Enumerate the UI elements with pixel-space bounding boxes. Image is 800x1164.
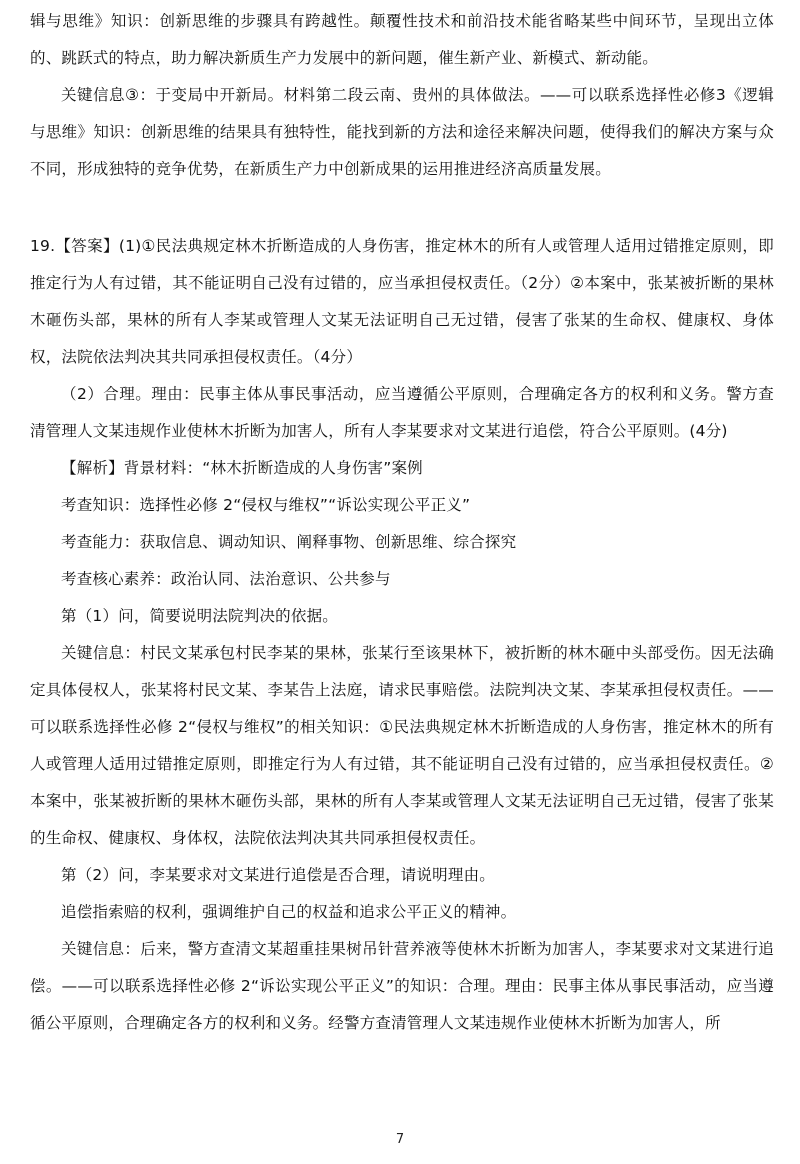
paragraph-question-1: 第（1）问，简要说明法院判决的依据。	[61, 607, 338, 625]
paragraph-tested-knowledge: 考查知识：选择性必修 2“侵权与维权”“诉讼实现公平正义”	[61, 496, 471, 514]
paragraph-tested-ability: 考查能力：获取信息、调动知识、阐释事物、创新思维、综合探究	[61, 533, 517, 551]
paragraph-q19-answer-part2: （2）合理。理由：民事主体从事民事活动，应当遵循公平原则，合理确定各方的权利和义务。警方查清管理人文某违规作业使林木折断为加害人，所有人李某要求对文某进行追偿，符合公平原则。(4分)	[30, 385, 774, 440]
paragraph-recourse-definition: 追偿指索赔的权利，强调维护自己的权益和追求公平正义的精神。	[61, 903, 517, 921]
paragraph-question-2: 第（2）问，李某要求对文某进行追偿是否合理，请说明理由。	[61, 866, 495, 884]
section-gap	[30, 188, 774, 228]
paragraph-key-info-q2: 关键信息：后来，警方查清文某超重挂果树吊针营养液等使林木折断为加害人，李某要求对文某进行追偿。——可以联系选择性必修 2“诉讼实现公平正义”的知识：合理。理由：民事主体从事民事活动，应当遵循公平原则，合理确定各方的权利和义务。经警方查清管理人文某违规作业使林木折断为加害人，所	[30, 940, 774, 1032]
paragraph-key-info-q1: 关键信息：村民文某承包村民李某的果林，张某行至该果林下，被折断的林木砸中头部受伤。因无法确定具体侵权人，张某将村民文某、李某告上法庭，请求民事赔偿。法院判决文某、李某承担侵权责任。——可以联系选择性必修 2“侵权与维权”的相关知识：①民法典规定林木折断造成的人身伤害，推定林木的所有人或管理人适用过错推定原则，即推定行为人有过错，其不能证明自己没有过错的，应当承担侵权责任。②本案中，张某被折断的果林木砸伤头部，果林的所有人李某或管理人文某无法证明自己无过错，侵害了张某的生命权、健康权、身体权，法院依法判决其共同承担侵权责任。	[30, 644, 774, 847]
paragraph-continued-logic-thinking: 辑与思维》知识：创新思维的步骤具有跨越性。颠覆性技术和前沿技术能省略某些中间环节，呈现出立体的、跳跃式的特点，助力解决新质生产力发展中的新问题，催生新产业、新模式、新动能。	[30, 12, 774, 67]
page-number: 7	[395, 1132, 405, 1147]
paragraph-analysis-background: 【解析】背景材料：“林木折断造成的人身伤害”案例	[61, 459, 423, 477]
document-body	[30, 3, 774, 1042]
paragraph-key-info-3: 关键信息③：于变局中开新局。材料第二段云南、贵州的具体做法。——可以联系选择性必修3《逻辑与思维》知识：创新思维的结果具有独特性，能找到新的方法和途径来解决问题，使得我们的解决方案与众不同，形成独特的竞争优势，在新质生产力中创新成果的运用推进经济高质量发展。	[30, 86, 774, 178]
paragraph-core-literacy: 考查核心素养：政治认同、法治意识、公共参与	[61, 570, 391, 588]
paragraph-q19-answer-part1: 19.【答案】(1)①民法典规定林木折断造成的人身伤害，推定林木的所有人或管理人适用过错推定原则，即推定行为人有过错，其不能证明自己没有过错的，应当承担侵权责任。（2分）②本案中，张某被折断的果林木砸伤头部，果林的所有人李某或管理人文某无法证明自己无过错，侵害了张某的生命权、健康权、身体权，法院依法判决其共同承担侵权责任。（4分）	[30, 237, 774, 366]
